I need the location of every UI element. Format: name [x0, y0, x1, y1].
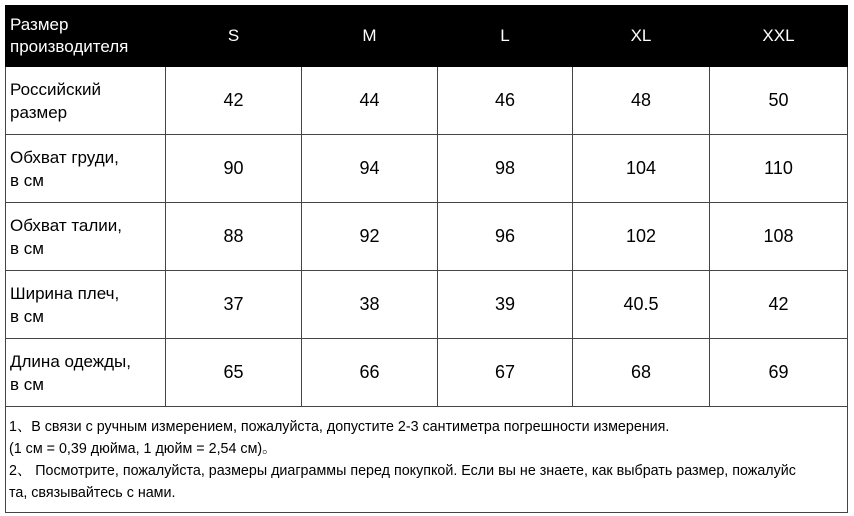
note-line-4: та, связывайтесь с нами.: [9, 484, 176, 501]
table-cell: 104: [573, 135, 710, 203]
table-cell: 40.5: [573, 271, 710, 339]
table-cell: 67: [438, 339, 573, 407]
row-label-line1: Обхват груди,: [10, 147, 119, 167]
header-label-line2: производителя: [10, 37, 129, 56]
table-cell: 69: [710, 339, 848, 407]
row-label-line1: Обхват талии,: [10, 215, 123, 235]
table-cell: 94: [302, 135, 438, 203]
row-label-line2: в см: [10, 374, 44, 394]
notes-row: [6, 407, 848, 513]
row-label: [6, 339, 166, 407]
table-cell: 37: [166, 271, 302, 339]
row-label-line2: размер: [10, 102, 68, 122]
table-cell: 110: [710, 135, 848, 203]
table-cell: 46: [438, 67, 573, 135]
row-label-line1: Российский: [10, 79, 101, 99]
row-label: [6, 135, 166, 203]
table-cell: 88: [166, 203, 302, 271]
table-cell: 39: [438, 271, 573, 339]
table-cell: 90: [166, 135, 302, 203]
table-cell: 50: [710, 67, 848, 135]
size-header-xxl: XXL: [710, 6, 848, 67]
table-cell: 48: [573, 67, 710, 135]
row-label-line2: в см: [10, 306, 44, 326]
header-row: [6, 6, 848, 67]
notes-cell: [6, 407, 848, 513]
row-label-line2: в см: [10, 170, 44, 190]
table-cell: 92: [302, 203, 438, 271]
row-label-line1: Длина одежды,: [10, 351, 131, 371]
table-cell: 44: [302, 67, 438, 135]
table-row-length: [6, 339, 848, 407]
table-cell: 38: [302, 271, 438, 339]
size-header-l: L: [438, 6, 573, 67]
table-cell: 65: [166, 339, 302, 407]
table-cell: 42: [710, 271, 848, 339]
row-label: [6, 271, 166, 339]
table-cell: 66: [302, 339, 438, 407]
table-cell: 42: [166, 67, 302, 135]
row-label-line1: Ширина плеч,: [10, 283, 120, 303]
note-line-3: 2、 Посмотрите, пожалуйста, размеры диаграммы перед покупкой. Если вы не знаете, как выбрать размер, пожалуйс: [9, 462, 796, 479]
note-line-1: 1、В связи с ручным измерением, пожалуйста, допустите 2-3 сантиметра погрешности измерения.: [9, 418, 670, 435]
header-label-line1: Размер: [10, 15, 69, 34]
header-row-label: [6, 6, 166, 67]
table-row-shoulder: [6, 271, 848, 339]
table-row-waist: [6, 203, 848, 271]
table-cell: 108: [710, 203, 848, 271]
table-row-chest: [6, 135, 848, 203]
size-header-m: M: [302, 6, 438, 67]
table-cell: 98: [438, 135, 573, 203]
table-cell: 96: [438, 203, 573, 271]
table-row-russian-size: [6, 67, 848, 135]
row-label: [6, 67, 166, 135]
row-label: [6, 203, 166, 271]
size-chart-table: [5, 5, 848, 513]
row-label-line2: в см: [10, 238, 44, 258]
note-line-2: (1 см = 0,39 дюйма, 1 дюйм = 2,54 см)。: [9, 440, 277, 457]
size-header-xl: XL: [573, 6, 710, 67]
size-header-s: S: [166, 6, 302, 67]
table-cell: 68: [573, 339, 710, 407]
table-cell: 102: [573, 203, 710, 271]
